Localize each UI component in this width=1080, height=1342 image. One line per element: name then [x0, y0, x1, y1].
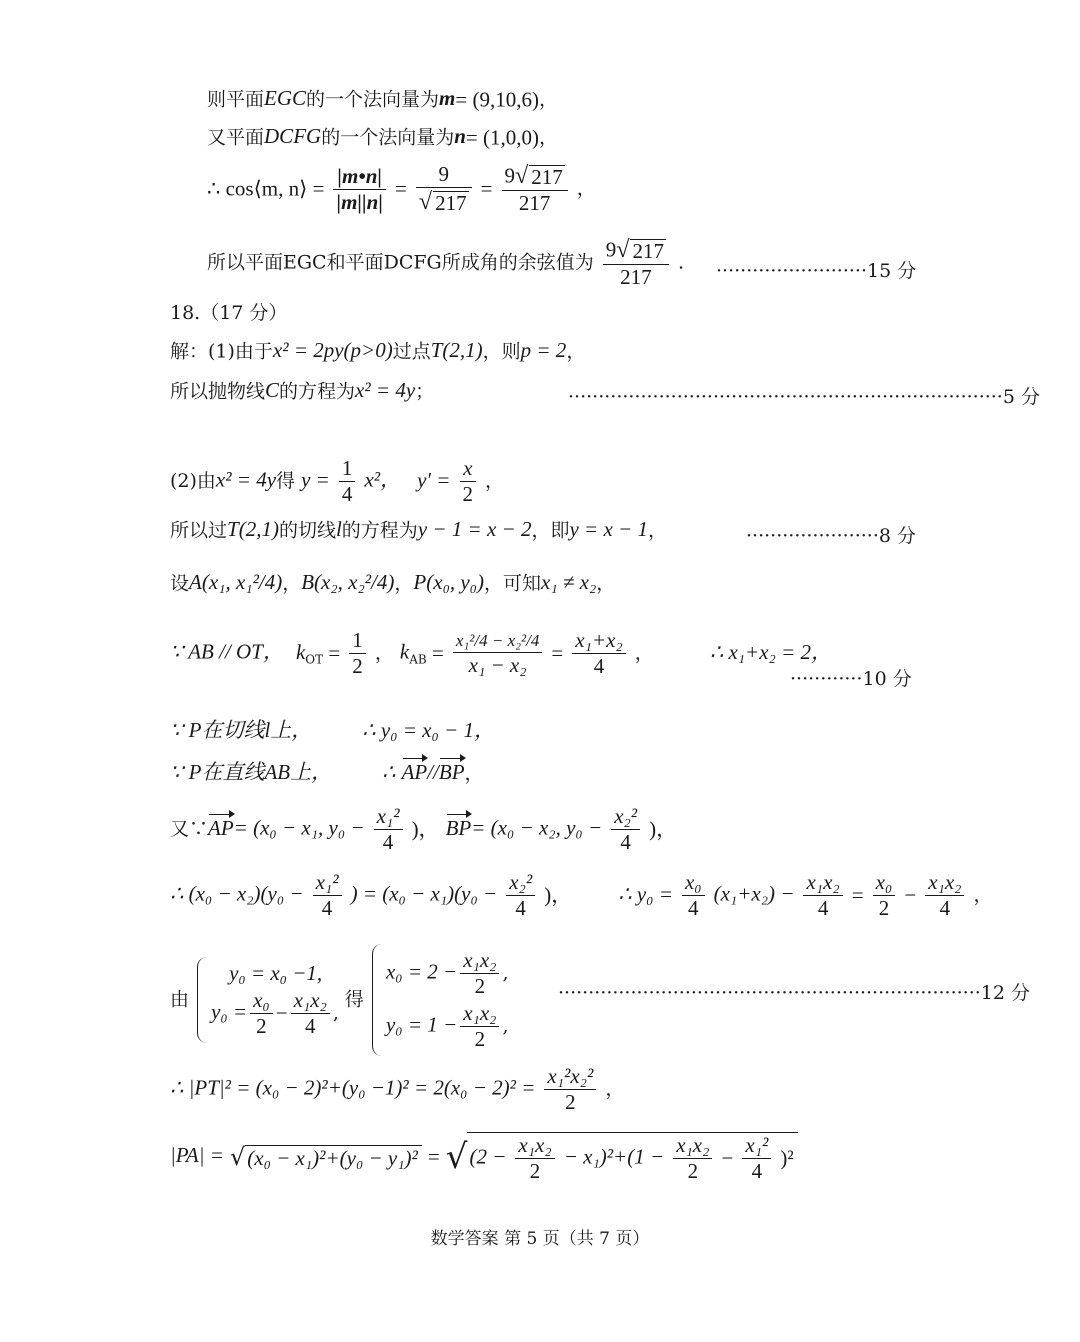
normal-vector-egc-line: 则平面EGC的一个法向量为m= (9,10,6)， — [207, 86, 558, 112]
collinear-equation-line: ∴ (x₀ − x₂)(y₀ − $\frac{\text{x₁²}}{4}$ ) = (x₀ − x₁)(y₀ − $\frac{\text{x₂²}}{4}$ )， ∴ y₀ = $\frac{\text{x₀}}{4}$ (x₁+x₂) − $\frac{\text{x₁x₂}}{4}$ = $\frac{\text{x₀}}{2}$ − $\frac{\text{x₁x₂}}{4}$ ， — [170, 870, 993, 920]
part2-derivative-line: (2)由x² = 4y得 y = $\frac{1}{4}$ x²， y′ = $\frac{x}{2}$ ， — [170, 456, 505, 506]
part1-line2: 所以抛物线C的方程为x² = 4y； — [170, 378, 435, 403]
points-definition-line: 设A(x₁, x₁²/4)，B(x₂, x₂²/4)，P(x₀, y₀)，可知x₁ ≠ x₂， — [170, 570, 616, 595]
page-footer: 数学答案 第 5 页（共 7 页） — [430, 1229, 650, 1249]
pa-distance-line: |PA| = √(x₀ − x₁)²+(y₀ − y₁)² = √(2 − $\frac{\text{x₁x₂}}{2}$ − x₁)²+(1 − $\frac{\text{x₁x₂}}{2}$ − $\frac{\text{x₁²}}{4}$ )² — [170, 1132, 798, 1182]
problem-number: 18.（17 分） — [170, 302, 288, 324]
score-12: ······································································12 分 — [558, 982, 1030, 1004]
part1-line1: 解：(1)由于x² = 2py(p>0)过点T(2,1)，则p = 2， — [170, 338, 586, 363]
score-10: ············10 分 — [790, 668, 912, 690]
pt-distance-line: ∴ |PT|² = (x₀ − 2)²+(y₀ −1)² = 2(x₀ − 2)² = $\frac{\text{x₁²x₂²}}{2}$ ， — [170, 1064, 625, 1114]
score-5: ········································································5 分 — [568, 386, 1040, 408]
slope-ab-fraction: $\frac{\text{x₁²/4 − x₂²/4}}{\text{x₁ − x₂}}$ — [453, 631, 543, 676]
p-on-ab-line: ∵ P在直线AB上， ∴ AP//BP， — [170, 760, 484, 785]
p-on-tangent-line: ∵ P在切线l上， ∴ y₀ = x₀ − 1， — [170, 718, 495, 742]
normal-vector-dcfg-line: 又平面DCFG的一个法向量为n= (1,0,0)， — [207, 124, 558, 150]
score-15: ·························15 分 — [716, 260, 917, 282]
cos-result-fraction: $\frac{9√ 217}{217}$ — [603, 238, 669, 288]
system-right: x₀ = 2 − $\frac{\text{x₁x₂}}{2}$ , y₀ = 1 − $\frac{\text{x₁x₂}}{2}$ , — [370, 944, 509, 1056]
tangent-line: 所以过T(2,1)的切线l的方程为y − 1 = x − 2，即y = x − 1， — [170, 517, 667, 542]
cosine-formula-line: ∴ cos⟨m, n⟩ = $\frac{|m•n|}{|m||n|}$ = $\frac{9}{√ 217}$ = $\frac{9√ 217}{217}$ ， — [207, 162, 596, 216]
equation-system-line: 由 y₀ = x₀ −1, y₀ = $\frac{\text{x₀}}{2}$ − $\frac{\text{x₁x₂}}{4}$ , 得 x₀ = 2 − $\frac{\text{x₁x₂}}{2}$ , y₀ = 1 − $\frac{\text{x₁x₂}}{2}$ , — [170, 944, 509, 1056]
vectors-line: 又∵AP= (x₀ − x₁, y₀ − $\frac{\text{x₁²}}{4}$ )， BP= (x₀ − x₂, y₀ − $\frac{\text{x₂²}}{4}$ )， — [170, 804, 678, 854]
cos-fraction-1: $\frac{|m•n|}{|m||n|}$ — [333, 166, 386, 213]
score-8: ······················8 分 — [746, 525, 916, 547]
cos-fraction-2: $\frac{9}{√ 217}$ — [416, 164, 472, 214]
slope-line: ∵ AB // OT， $k_{OT}$ = $\frac{1}{2}$ ， $k_{AB}$ = $\frac{\text{x₁²/4 − x₂²/4}}{\text{x₁ − x₂}}$ = $\frac{\text{x₁+x₂}}{4}$ ， ∴ x₁+x₂ = 2， — [170, 628, 833, 678]
cos-fraction-3: $\frac{9√ 217}{217}$ — [502, 164, 568, 214]
cosine-conclusion-line: 所以平面EGC和平面DCFG所成角的余弦值为 $\frac{9√ 217}{217}$ . — [207, 237, 685, 290]
system-left: y₀ = x₀ −1, y₀ = $\frac{\text{x₀}}{2}$ − $\frac{\text{x₁x₂}}{4}$ , — [195, 957, 339, 1043]
